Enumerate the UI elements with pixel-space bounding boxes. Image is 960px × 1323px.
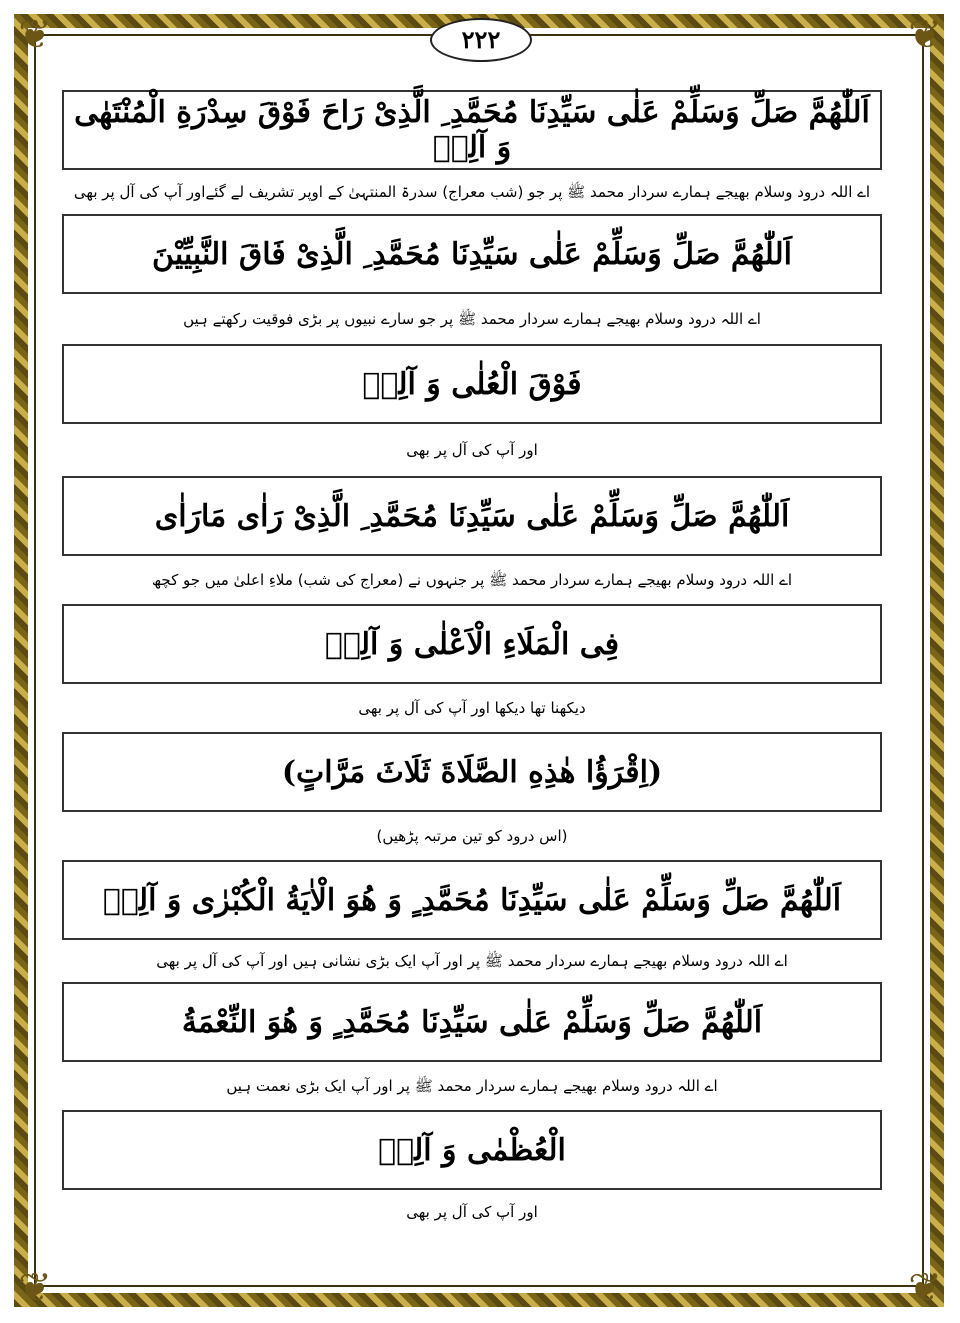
urdu-translation: (اس درود کو تین مرتبہ پڑھیں) xyxy=(376,827,568,845)
urdu-translation: اور آپ کی آل پر بھی xyxy=(406,1203,538,1221)
arabic-verse-box: اَللّٰهُمَّ صَلِّ وَسَلِّمْ عَلٰی سَیِّدِنَا مُحَمَّدِ ِ الَّذِیْ رَاحَ فَوْقَ سِدْرَةِ الْمُنْتَهٰی وَ آلِهٖ xyxy=(62,90,882,170)
arabic-verse-box: اَللّٰهُمَّ صَلِّ وَسَلِّمْ عَلٰی سَیِّدِنَا مُحَمَّدِ ٍ وَ هُوَ النِّعْمَةُ xyxy=(62,982,882,1062)
corner-ornament-icon: ❦ xyxy=(18,12,52,58)
corner-ornament-icon: ❦ xyxy=(18,1265,52,1311)
arabic-verse-box: الْعُظْمٰی وَ آلِهٖ xyxy=(62,1110,882,1190)
arabic-verse-box: اَللّٰهُمَّ صَلِّ وَسَلِّمْ عَلٰی سَیِّدِنَا مُحَمَّدِ ِ الَّذِیْ رَاٰی مَارَاٰی xyxy=(62,476,882,556)
arabic-verse-box: فَوْقَ الْعُلٰی وَ آلِهٖ xyxy=(62,344,882,424)
urdu-translation: اے اللہ درود وسلام بھیجے ہمارے سردار محمد ﷺ پر جو سارے نبیوں پر بڑی فوقیت رکھتے ہیں xyxy=(183,310,761,328)
urdu-translation: اے اللہ درود وسلام بھیجے ہمارے سردار محمد ﷺ پر جنہوں نے (معراج کی شب) ملاءِ اعلیٰ میں جو کچھ xyxy=(151,571,793,589)
urdu-translation: اے اللہ درود وسلام بھیجے ہمارے سردار محمد ﷺ پر اور آپ ایک بڑی نشانی ہیں اور آپ کی آل پر بھی xyxy=(156,952,788,970)
urdu-translation: دیکھنا تھا دیکھا اور آپ کی آل پر بھی xyxy=(358,699,586,717)
urdu-translation: اے اللہ درود وسلام بھیجے ہمارے سردار محمد ﷺ پر اور آپ ایک بڑی نعمت ہیں xyxy=(226,1077,718,1095)
page-number: ۲۲۲ xyxy=(430,18,532,62)
urdu-translation: اور آپ کی آل پر بھی xyxy=(406,441,538,459)
arabic-verse-box: اَللّٰهُمَّ صَلِّ وَسَلِّمْ عَلٰی سَیِّدِنَا مُحَمَّدِ ِ الَّذِیْ فَاقَ النَّبِیِّیْنَ xyxy=(62,214,882,294)
corner-ornament-icon: ❦ xyxy=(908,12,942,58)
arabic-verse-box: اَللّٰهُمَّ صَلِّ وَسَلِّمْ عَلٰی سَیِّدِنَا مُحَمَّدِ ٍ وَ هُوَ الْاٰیَةُ الْكُبْرٰی وَ آلِهٖ xyxy=(62,860,882,940)
arabic-verse-box: فِی الْمَلَاءِ الْاَعْلٰی وَ آلِهٖ xyxy=(62,604,882,684)
page-content xyxy=(62,90,882,1234)
urdu-translation: اے اللہ درود وسلام بھیجے ہمارے سردار محمد ﷺ پر جو (شب معراج) سدرۃ المنتہیٰ کے اوپر تشریف لے گئےاور آپ کی آل پر بھی xyxy=(73,183,871,201)
corner-ornament-icon: ❦ xyxy=(908,1265,942,1311)
arabic-verse-box: (اِقْرَؤُا هٰذِهِ الصَّلَاةَ ثَلَاثَ مَرَّاتٍ) xyxy=(62,732,882,812)
